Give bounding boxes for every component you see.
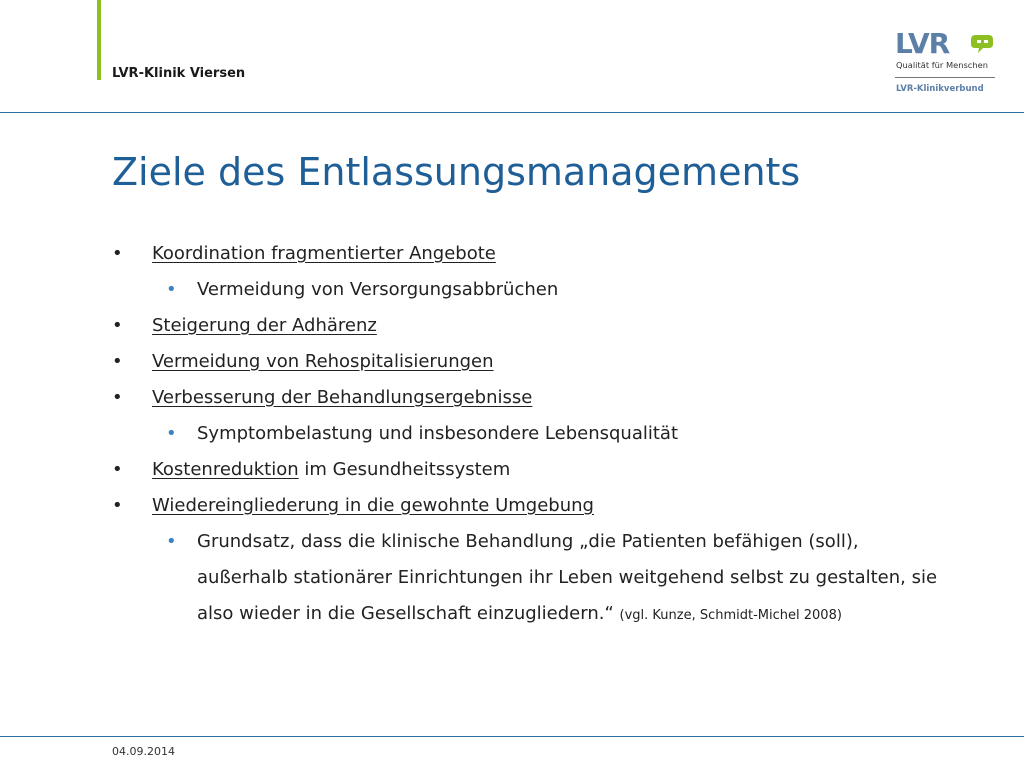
list-item <box>112 488 942 524</box>
bullet-icon: • <box>112 351 123 372</box>
bullet-text: Steigerung der Adhärenz <box>152 315 377 336</box>
sub-bullet-icon: • <box>166 423 177 444</box>
header-divider <box>0 112 1024 113</box>
logo-tagline: Qualität für Menschen <box>896 60 988 70</box>
bullet-icon: • <box>112 387 123 408</box>
citation: (vgl. Kunze, Schmidt-Michel 2008) <box>619 608 842 623</box>
list-item <box>112 416 942 452</box>
bullet-text: Vermeidung von Versorgungsabbrüchen <box>197 279 559 300</box>
list-item <box>112 344 942 380</box>
bullet-list <box>112 236 942 634</box>
bullet-icon: • <box>112 495 123 516</box>
bullet-text: Koordination fragmentierter Angebote <box>152 243 496 264</box>
bullet-icon: • <box>112 243 123 264</box>
list-item <box>112 380 942 416</box>
logo-divider <box>895 77 995 78</box>
list-item <box>112 524 942 634</box>
bullet-text: Verbesserung der Behandlungsergebnisse <box>152 387 533 408</box>
lvr-logo <box>895 29 995 101</box>
sub-bullet-icon: • <box>166 279 177 300</box>
list-item <box>112 308 942 344</box>
list-item <box>112 452 942 488</box>
bullet-text: Vermeidung von Rehospitalisierungen <box>152 351 494 372</box>
bullet-text: Grundsatz, dass die klinische Behandlung „die Patienten befähigen (soll), außerhalb stationärer Einrichtungen ihr Leben weitgehend selbst zu gestalten, sie also wieder in die Gesellschaft einzugliedern.“ <box>197 531 938 624</box>
bullet-text: Wiedereingliederung in die gewohnte Umgebung <box>152 495 594 516</box>
footer-divider <box>0 736 1024 737</box>
slide-title: Ziele des Entlassungsmanagements <box>112 150 801 194</box>
logo-wordmark: LVR <box>895 27 950 60</box>
clinic-name: LVR-Klinik Viersen <box>112 66 246 81</box>
slide-date: 04.09.2014 <box>112 745 175 758</box>
header-accent-bar <box>97 0 101 80</box>
logo-network-name: LVR-Klinikverbund <box>896 84 984 94</box>
sub-bullet-icon: • <box>166 531 177 552</box>
list-item <box>112 236 942 272</box>
bullet-icon: • <box>112 459 123 480</box>
logo-face-icon <box>969 32 995 58</box>
bullet-icon: • <box>112 315 123 336</box>
list-item <box>112 272 942 308</box>
bullet-suffix: im Gesundheitssystem <box>298 459 511 480</box>
bullet-text: Symptombelastung und insbesondere Lebensqualität <box>197 423 679 444</box>
bullet-text: Kostenreduktion <box>152 459 299 480</box>
